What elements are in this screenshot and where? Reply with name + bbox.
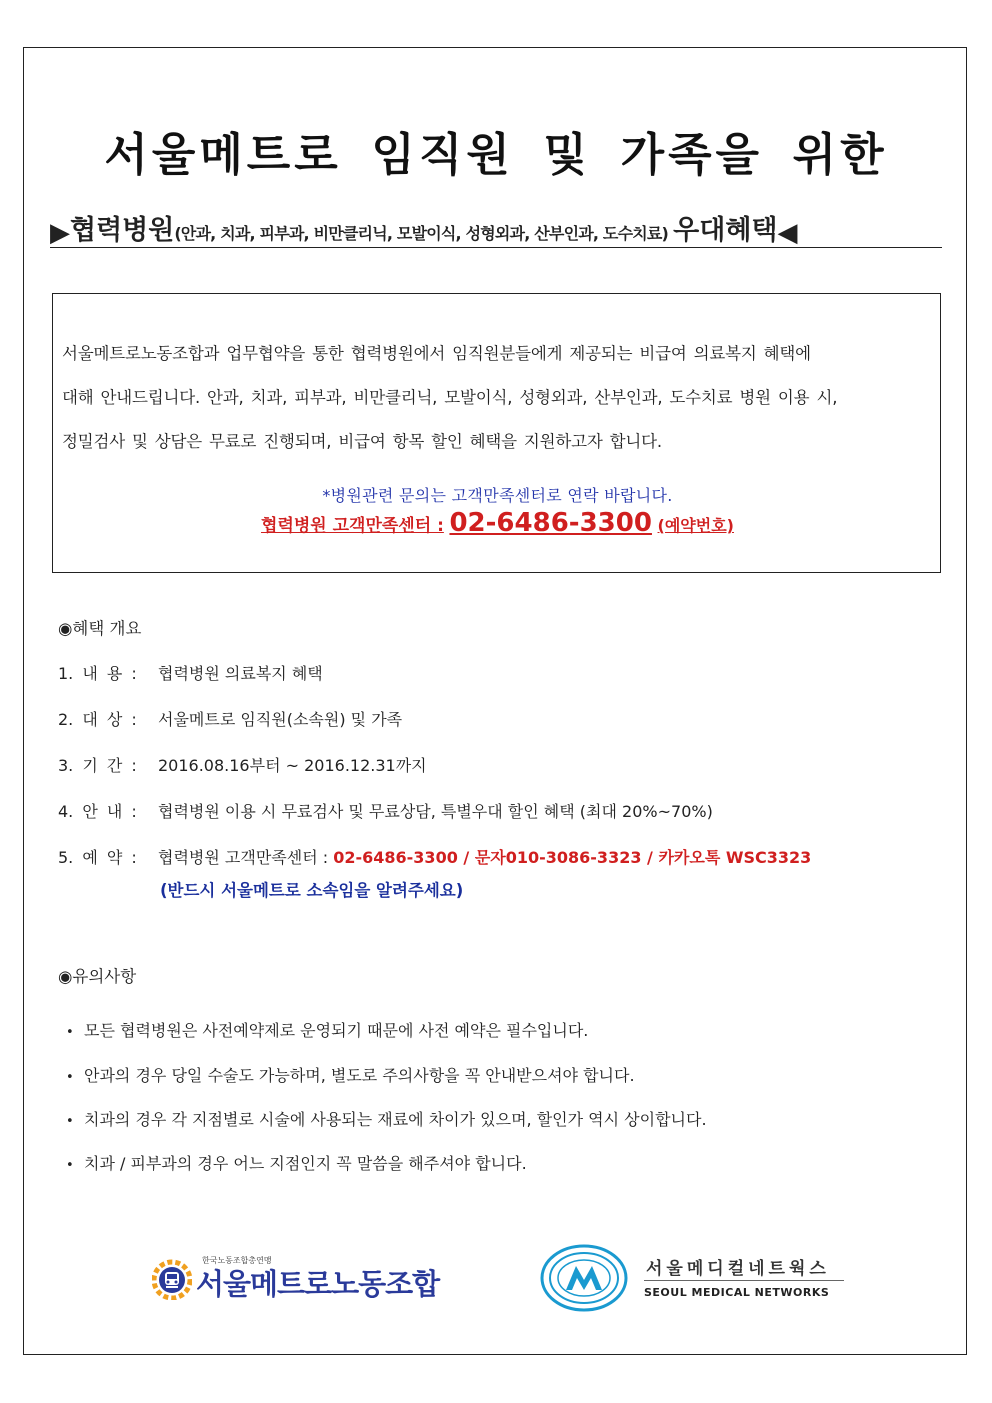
row-key: 2. 대 상 : [58, 710, 137, 729]
phone-number[interactable]: 02-6486-3300 [449, 508, 652, 538]
phone-label: 협력병원 고객만족센터 : [261, 516, 444, 536]
bullet-icon: • [66, 1070, 74, 1085]
bullet-icon: • [66, 1114, 74, 1129]
union-name: 서울메트로노동조합 [196, 1267, 440, 1301]
cautions-heading: ◉유의사항 [58, 967, 137, 986]
overview-row-guide [58, 799, 713, 822]
row-key: 1. 내 용 : [58, 664, 137, 683]
caution-text: 모든 협력병원은 사전예약제로 운영되기 때문에 사전 예약은 필수입니다. [84, 1021, 589, 1040]
overview-row-period [58, 753, 427, 776]
reservation-prefix: 협력병원 고객만족센터 : [158, 848, 334, 867]
overview-heading: ◉혜택 개요 [58, 619, 142, 638]
subtitle-main: 협력병원 [70, 215, 175, 246]
phone-tag: (예약번호) [657, 516, 734, 535]
row-value: 협력병원 이용 시 무료검사 및 무료상담, 특별우대 할인 혜택 (최대 20%~70%) [158, 802, 713, 821]
row-value: 2016.08.16부터 ~ 2016.12.31까지 [158, 756, 427, 775]
overview-row-reservation [58, 845, 811, 868]
caution-item [66, 1018, 588, 1041]
customer-center-phone [53, 508, 942, 538]
medical-networks-logo [538, 1242, 858, 1314]
arrow-right-icon: ▶ [50, 218, 70, 248]
union-federation-text: 한국노동조합총연맹 [202, 1256, 272, 1265]
row-value: 서울메트로 임직원(소속원) 및 가족 [158, 710, 403, 729]
subtitle-banner [50, 208, 942, 248]
intro-line: 정밀검사 및 상담은 무료로 진행되며, 비급여 항목 할인 혜택을 지원하고자 합니다. [62, 432, 662, 451]
caution-text: 치과의 경우 각 지점별로 시술에 사용되는 재료에 차이가 있으며, 할인가 역시 상이합니다. [84, 1110, 707, 1129]
caution-item [66, 1151, 527, 1174]
reservation-note: (반드시 서울메트로 소속임을 알려주세요) [160, 881, 464, 900]
row-key: 3. 기 간 : [58, 756, 137, 775]
caution-item [66, 1107, 707, 1130]
subway-gear-badge-icon [152, 1258, 192, 1300]
logo-divider [644, 1280, 844, 1281]
overview-row-content [58, 661, 323, 684]
intro-line: 서울메트로노동조합과 업무협약을 통한 협력병원에서 임직원분들에게 제공되는 비급여 의료복지 혜택에 [62, 344, 811, 363]
m-circle-logo-icon [538, 1242, 634, 1314]
caution-text: 안과의 경우 당일 수술도 가능하며, 별도로 주의사항을 꼭 안내받으셔야 합니다. [84, 1066, 635, 1085]
arrow-left-icon: ◀ [777, 218, 798, 248]
inquiry-notice: *병원관련 문의는 고객만족센터로 연락 바랍니다. [322, 486, 673, 505]
bullet-icon: • [66, 1025, 74, 1040]
subtitle-departments: (안과, 치과, 피부과, 비만클리닉, 모발이식, 성형외과, 산부인과, 도수치료) [174, 224, 669, 243]
medical-name-ko: 서울메디컬네트웍스 [646, 1259, 830, 1279]
intro-box [52, 293, 941, 573]
overview-row-target [58, 707, 402, 730]
reservation-contacts[interactable]: 02-6486-3300 / 문자010-3086-3323 / 카카오톡 WSC3323 [333, 848, 812, 867]
medical-name-en: SEOUL MEDICAL NETWORKS [644, 1286, 830, 1299]
subtitle-benefit: 우대혜택 [673, 215, 778, 246]
caution-item [66, 1063, 635, 1086]
row-key: 5. 예 약 : [58, 848, 137, 867]
intro-line: 대해 안내드립니다. 안과, 치과, 피부과, 비만클리닉, 모발이식, 성형외과, 산부인과, 도수치료 병원 이용 시, [62, 388, 838, 407]
row-value: 협력병원 의료복지 혜택 [158, 664, 323, 683]
union-logo [152, 1252, 442, 1304]
bullet-icon: • [66, 1158, 74, 1173]
page-title: 서울메트로 임직원 및 가족을 위한 [104, 128, 888, 181]
row-key: 4. 안 내 : [58, 802, 137, 821]
caution-text: 치과 / 피부과의 경우 어느 지점인지 꼭 말씀을 해주셔야 합니다. [84, 1154, 527, 1173]
